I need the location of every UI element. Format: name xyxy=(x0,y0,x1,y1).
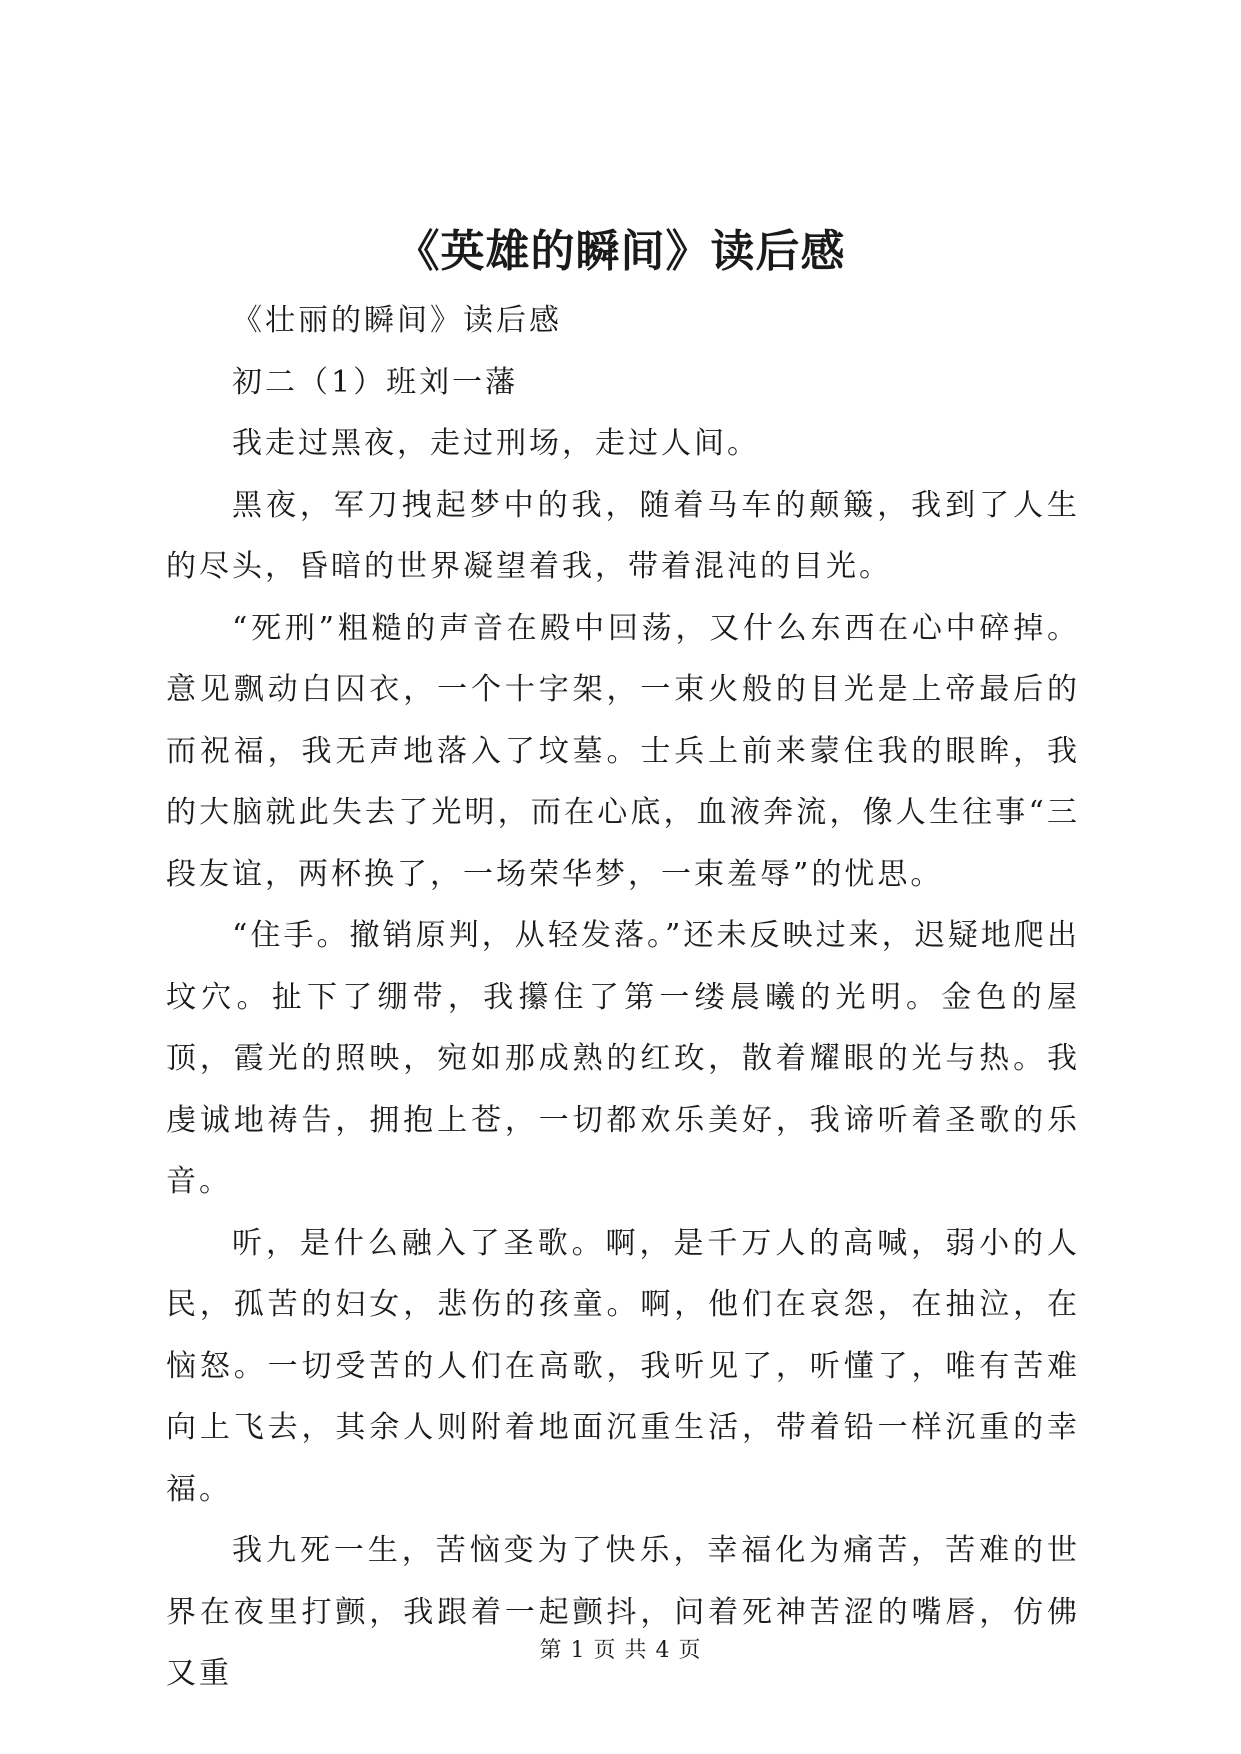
document-title: 《英雄的瞬间》读后感 xyxy=(395,226,846,277)
body-paragraph: 我九死一生，苦恼变为了快乐，幸福化为痛苦，苦难的世界在夜里打颤，我跟着一起颤抖，问着死神苦涩的嘴唇，仿佛又重 xyxy=(166,1533,1080,1691)
body-paragraph: “住手。撤销原判，从轻发落。”还未反映过来，迟疑地爬出坟穴。扯下了绷带，我攥住了第一缕晨曦的光明。金色的屋顶，霞光的照映，宛如那成熟的红玫，散着耀眼的光与热。我虔诚地祷告，拥抱上苍，一切都欢乐美好，我谛听着圣歌的乐音。 xyxy=(166,918,1080,1199)
page-number-footer: 第 1 页 共 4 页 xyxy=(539,1638,702,1663)
body-paragraph: 黑夜，军刀拽起梦中的我，随着马车的颠簸，我到了人生的尽头，昏暗的世界凝望着我，带着混沌的目光。 xyxy=(166,487,1080,584)
author-paragraph: 初二（1）班刘一藩 xyxy=(232,364,519,400)
subtitle-paragraph: 《壮丽的瞬间》读后感 xyxy=(232,303,562,338)
document-body xyxy=(166,290,1080,1705)
body-paragraph: 我走过黑夜，走过刑场，走过人间。 xyxy=(232,426,760,461)
body-paragraph: “死刑”粗糙的声音在殿中回荡，又什么东西在心中碎掉。意见飘动白囚衣，一个十字架，一束火般的目光是上帝最后的而祝福，我无声地落入了坟墓。士兵上前来蒙住我的眼眸，我的大脑就此失去了光明，而在心底，血液奔流，像人生往事“三段友谊，两杯换了，一场荣华梦，一束羞辱”的忧思。 xyxy=(166,610,1080,892)
body-paragraph: 听，是什么融入了圣歌。啊，是千万人的高喊，弱小的人民，孤苦的妇女，悲伤的孩童。啊，他们在哀怨，在抽泣，在恼怒。一切受苦的人们在高歌，我听见了，听懂了，唯有苦难向上飞去，其余人则附着地面沉重生活，带着铅一样沉重的幸福。 xyxy=(166,1225,1080,1507)
